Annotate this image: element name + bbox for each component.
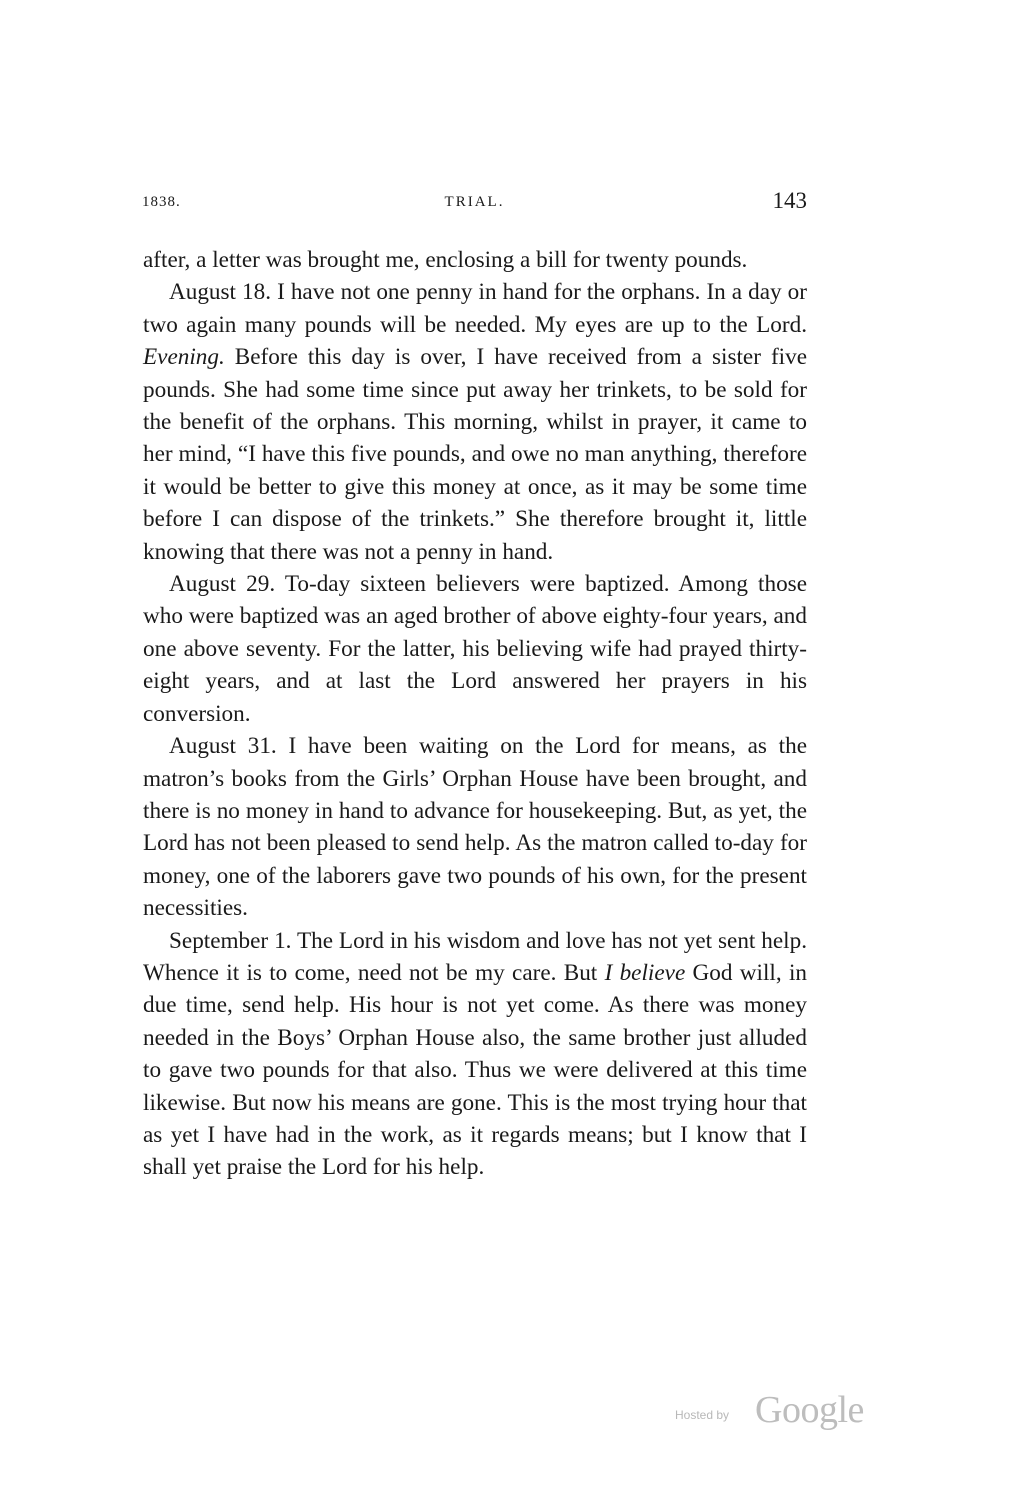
paragraph-text: August 31. I have been waiting on the Lord for means, as the matron’s books from the Girls’ Orphan House have been brought, and there is no money in hand to advance for housekeeping. But, as yet, the Lord has not been pleased to send help. As the matron called to-day for money, one of the laborers gave two pounds of his own, for the present necessities. — [143, 733, 807, 922]
paragraph-text: after, a letter was brought me, enclosing a bill for twenty pounds. — [143, 247, 748, 273]
paragraph-text: September 1. The Lord in his wisdom and love has not yet sent help. Whence it is to come, need not be my care. But — [143, 927, 807, 986]
paragraph-text: Before this day is over, I have received from a sister five pounds. She had some time since put away her trinkets, to be sold for the benefit of the orphans. This morning, whilst in prayer, it came to her mind, “I have this five pounds, and owe no man anything, therefore it would be better to give this money at once, as it may be some time before I can dispose of the trinkets.” She therefore brought it, little knowing that there was not a penny in hand. — [143, 344, 807, 565]
hosted-by-text: Hosted by — [675, 1408, 730, 1422]
running-head-title: TRIAL. — [444, 194, 505, 210]
google-watermark — [675, 1388, 885, 1432]
running-head — [142, 188, 807, 218]
italic-evening: Evening. — [143, 344, 225, 371]
google-logo: Google — [755, 1389, 864, 1431]
paragraph-text: God will, in due time, send help. His hour is not yet come. As there was money needed in the Boys’ Orphan House also, the same brother just alluded to gave two pounds for that also. Thus we were delivered at this time likewise. But now his means are gone. This is the most trying hour that as yet I have had in the work, as it regards means; but I know that I shall yet praise the Lord for his help. — [143, 959, 808, 1181]
paragraph-august-18 — [143, 276, 807, 568]
paragraph-continuation — [143, 244, 807, 276]
italic-i-believe: I believe — [604, 959, 686, 986]
paragraph-august-31 — [143, 730, 807, 924]
page-number: 143 — [772, 188, 807, 213]
paragraph-text: August 18. I have not one penny in hand for the orphans. In a day or two again many pounds will be needed. My eyes are up to the Lord. — [143, 279, 807, 338]
paragraph-text: August 29. To-day sixteen believers were baptized. Among those who were baptized was an aged brother of above eighty-four years, and one above seventy. For the latter, his believing wife had prayed thirty-eight years, and at last the Lord answered her prayers in his conversion. — [143, 571, 807, 727]
paragraph-september-1 — [143, 925, 807, 1184]
running-head-year: 1838. — [142, 194, 181, 210]
body-text — [143, 244, 807, 1184]
paragraph-august-29 — [143, 568, 807, 730]
